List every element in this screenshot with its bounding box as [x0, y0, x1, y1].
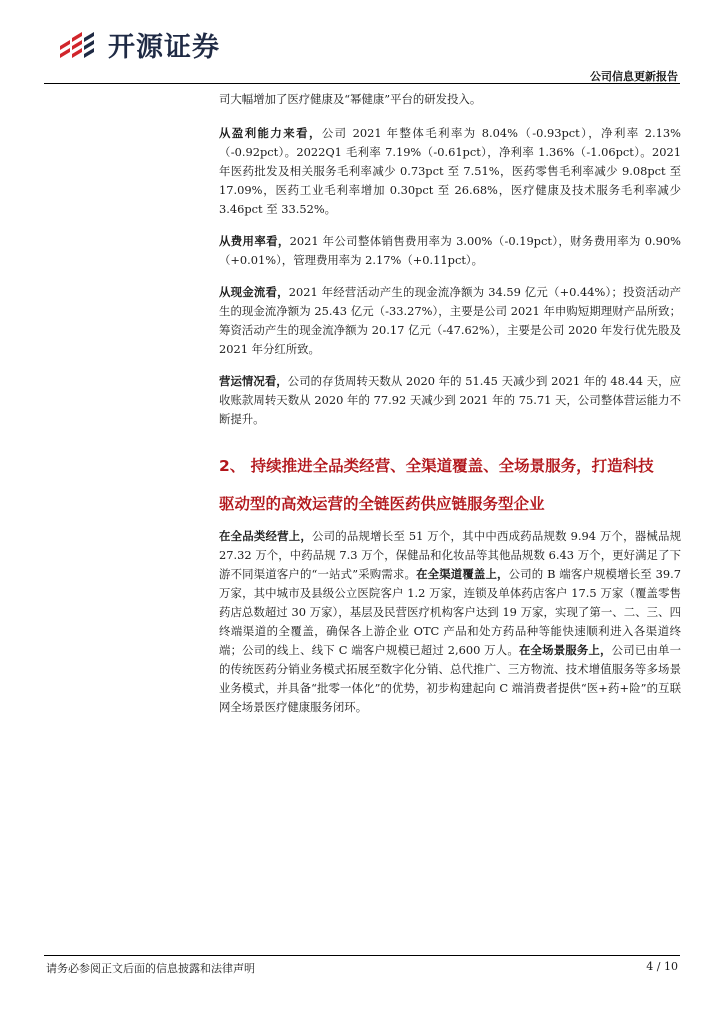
paragraph-lead: 在全场景服务上，	[518, 643, 612, 657]
paragraph-lead: 从费用率看，	[219, 234, 290, 248]
report-type: 公司信息更新报告	[590, 70, 678, 83]
paragraph-text: 2021 年公司整体销售费用率为 3.00%（-0.19pct），财务费用率为 0.90%（+0.01%），管理费用率为 2.17%（+0.11pct）。	[219, 234, 681, 267]
paragraph-strategy	[219, 527, 681, 717]
paragraph-lead: 在全品类经营上，	[219, 529, 313, 543]
paragraph-rd: 司大幅增加了医疗健康及“幂健康”平台的研发投入。	[219, 92, 482, 106]
section-heading	[219, 447, 681, 523]
paragraph-text: 公司的存货周转天数从 2020 年的 51.45 天减少到 2021 年的 48.44 天，应收账款周转天数从 2020 年的 77.92 天减少到 2021 年的 75.71 天，公司整体营运能力不断提升。	[219, 374, 681, 426]
paragraph-cash-flow	[219, 283, 681, 359]
paragraph-text: 公司已由单一的传统医药分销业务模式拓展至数字化分销、总代推广、三方物流、技术增值服务等多场景业务模式，并具备“批零一体化”的优势，初步构建起向 C 端消费者提供“医+药+险”的互联网全场景医疗健康服务闭环。	[219, 643, 681, 714]
footer-divider	[44, 955, 680, 956]
paragraph-lead: 从现金流看，	[219, 285, 289, 299]
paragraph-operations	[219, 372, 681, 429]
paragraph-text: 公司的品规增长至 51 万个，其中中西成药品规数 9.94 万个，器械品规 27.32 万个，中药品规 7.3 万个，保健品和化妆品等其他品规数 6.43 万个，更好满足了下游不同渠道客户的“一站式”采购需求。	[219, 529, 681, 581]
section-heading-line2: 驱动型的高效运营的全链医药供应链服务型企业	[219, 495, 545, 513]
paragraph-lead: 营运情况看，	[219, 374, 288, 388]
paragraph-lead: 从盈利能力来看，	[219, 126, 322, 140]
header-divider	[44, 83, 680, 84]
paragraph-profitability	[219, 124, 681, 219]
section-heading-line1: 2、 持续推进全品类经营、全渠道覆盖、全场景服务，打造科技	[219, 457, 654, 475]
page-number: 4 / 10	[646, 960, 678, 973]
brand-logo	[56, 24, 220, 64]
paragraph-lead: 在全渠道覆盖上，	[416, 567, 509, 581]
kaiyuan-logo-icon	[56, 24, 104, 64]
footer-disclaimer: 请务必参阅正文后面的信息披露和法律声明	[46, 962, 255, 975]
paragraph-text: 公司 2021 年整体毛利率为 8.04%（-0.93pct），净利率 2.13%（-0.92pct）。2022Q1 毛利率 7.19%（-0.61pct），净利率 1.36%（-1.06pct）。2021 年医药批发及相关服务毛利率减少 0.73pct 至 7.51%，医药零售毛利率减少 9.08pct 至 17.09%，医药工业毛利率增加 0.30pct 至 26.68%，医疗健康及技术服务毛利率减少 3.46pct 至 33.52%。	[219, 126, 681, 216]
paragraph-text: 公司的 B 端客户规模增长至 39.7 万家，其中城市及县级公立医院客户 1.2 万家，连锁及单体药店客户 17.5 万家（覆盖零售药店总数超过 30 万家），基层及民营医疗机构客户达到 19 万家，实现了第一、二、三、四终端渠道的全覆盖，确保各上游企业 OTC 产品和处方药品种等能快速顺利进入各渠道终端；公司的线上、线下 C 端客户规模已超过 2,600 万人。	[219, 567, 681, 657]
paragraph-expense-ratio	[219, 232, 681, 270]
report-body	[219, 90, 681, 730]
brand-name: 开源证券	[108, 31, 220, 63]
paragraph-text: 2021 年经营活动产生的现金流净额为 34.59 亿元（+0.44%）；投资活动产生的现金流净额为 25.43 亿元（-33.27%），主要是公司 2021 年申购短期理财产品所致；筹资活动产生的现金流净额为 20.17 亿元（-47.62%），主要是公司 2020 年发行优先股及 2021 年分红所致。	[219, 285, 681, 356]
